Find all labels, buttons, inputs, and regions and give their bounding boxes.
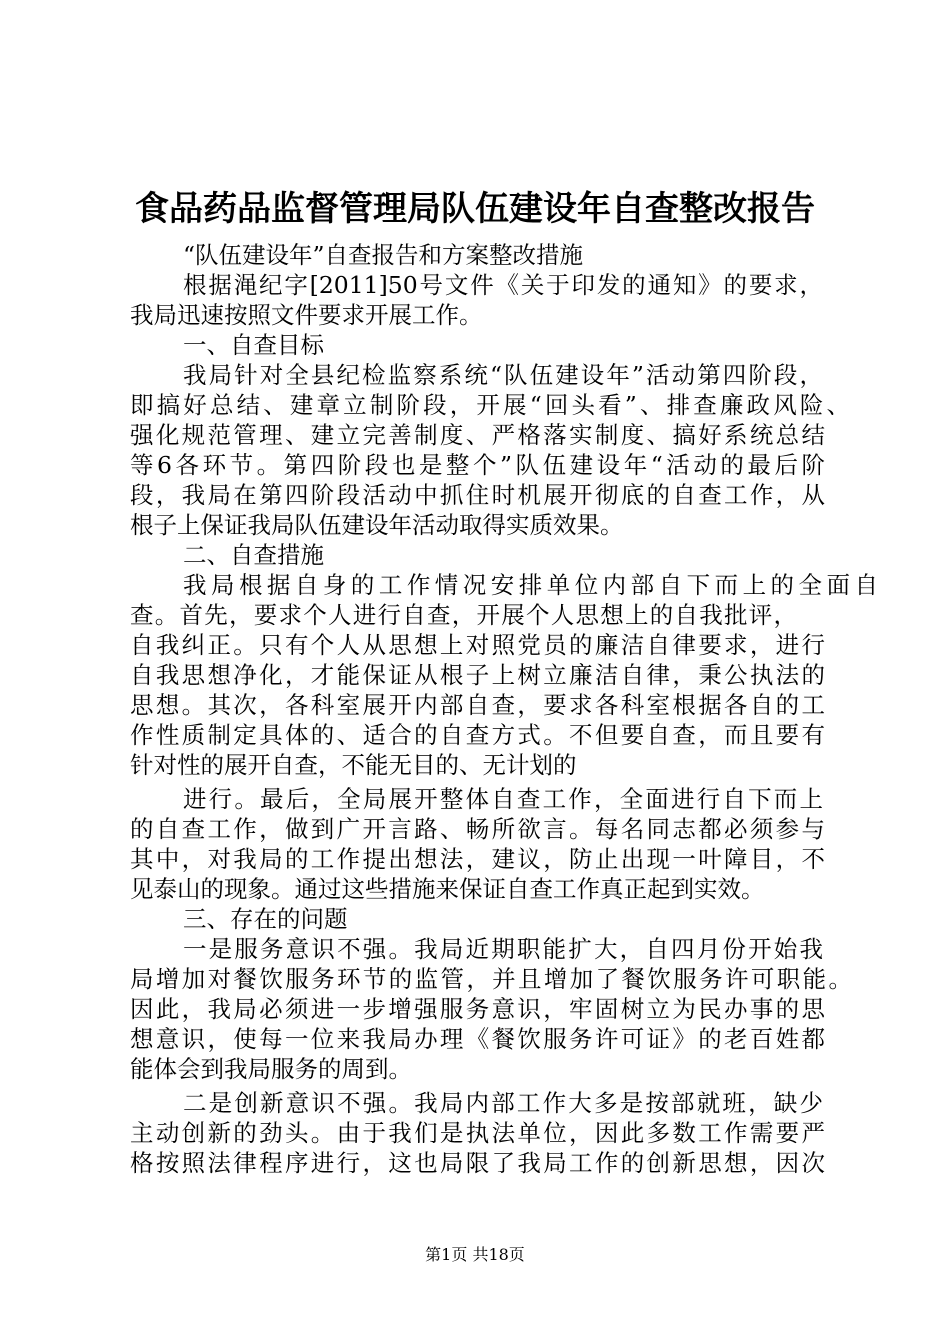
body-line: 针对性的展开自查，不能无目的、无计划的	[130, 751, 577, 779]
body-line: 思想。其次，各科室展开内部自查，要求各科室根据各自的工	[130, 691, 825, 719]
body-line: 查。首先，要求个人进行自查，开展个人思想上的自我批评，	[130, 601, 797, 629]
body-line: 作性质制定具体的、适合的自查方式。不但要自查，而且要有	[130, 721, 825, 749]
body-line: 一、自查目标	[183, 331, 324, 359]
body-line: 其中，对我局的工作提出想法，建议，防止出现一叶障目，不	[130, 845, 825, 873]
body-line: 段，我局在第四阶段活动中抓住时机展开彻底的自查工作，从	[130, 481, 825, 509]
body-line: 局增加对餐饮服务环节的监管，并且增加了餐饮服务许可职能。	[130, 965, 852, 993]
body-line: 因此，我局必须进一步增强服务意识，牢固树立为民办事的思	[130, 995, 825, 1023]
body-line: 二、自查措施	[183, 541, 324, 569]
body-line: 二是创新意识不强。我局内部工作大多是按部就班，缺少	[183, 1089, 823, 1117]
document-title: 食品药品监督管理局队伍建设年自查整改报告	[135, 189, 815, 229]
body-line: 见泰山的现象。通过这些措施来保证自查工作真正起到实效。	[130, 875, 765, 903]
body-line: 想意识，使每一位来我局办理《餐饮服务许可证》的老百姓都	[130, 1025, 825, 1053]
body-line: 自我纠正。只有个人从思想上对照党员的廉洁自律要求，进行	[130, 631, 825, 659]
body-line: 我局迅速按照文件要求开展工作。	[130, 301, 483, 329]
body-line: 一是服务意识不强。我局近期职能扩大，自四月份开始我	[183, 935, 823, 963]
body-line: 强化规范管理、建立完善制度、严格落实制度、搞好系统总结	[130, 421, 825, 449]
body-line: “队伍建设年”自查报告和方案整改措施	[183, 241, 584, 269]
body-line: 能体会到我局服务的周到。	[130, 1055, 412, 1083]
body-line: 即搞好总结、建章立制阶段，开展“回头看”、排查廉政风险、	[130, 391, 850, 419]
body-line: 我局针对全县纪检监察系统“队伍建设年”活动第四阶段，	[183, 361, 823, 389]
body-line: 三、存在的问题	[183, 905, 348, 933]
body-line: 根据渑纪字[2011]50号文件《关于印发的通知》的要求，	[183, 271, 823, 299]
body-line: 我局根据自身的工作情况安排单位内部自下而上的全面自	[183, 571, 878, 599]
page-footer: 第1页 共18页	[425, 1245, 525, 1264]
body-line: 格按照法律程序进行，这也局限了我局工作的创新思想，因次	[130, 1149, 825, 1177]
body-line: 主动创新的劲头。由于我们是执法单位，因此多数工作需要严	[130, 1119, 825, 1147]
body-line: 自我思想净化，才能保证从根子上树立廉洁自律，秉公执法的	[130, 661, 825, 689]
body-line: 进行。最后，全局展开整体自查工作，全面进行自下而上	[183, 785, 823, 813]
body-line: 的自查工作，做到广开言路、畅所欲言。每名同志都必须参与	[130, 815, 825, 843]
body-line: 等6各环节。第四阶段也是整个”队伍建设年“活动的最后阶	[130, 451, 825, 479]
body-line: 根子上保证我局队伍建设年活动取得实质效果。	[130, 511, 624, 539]
